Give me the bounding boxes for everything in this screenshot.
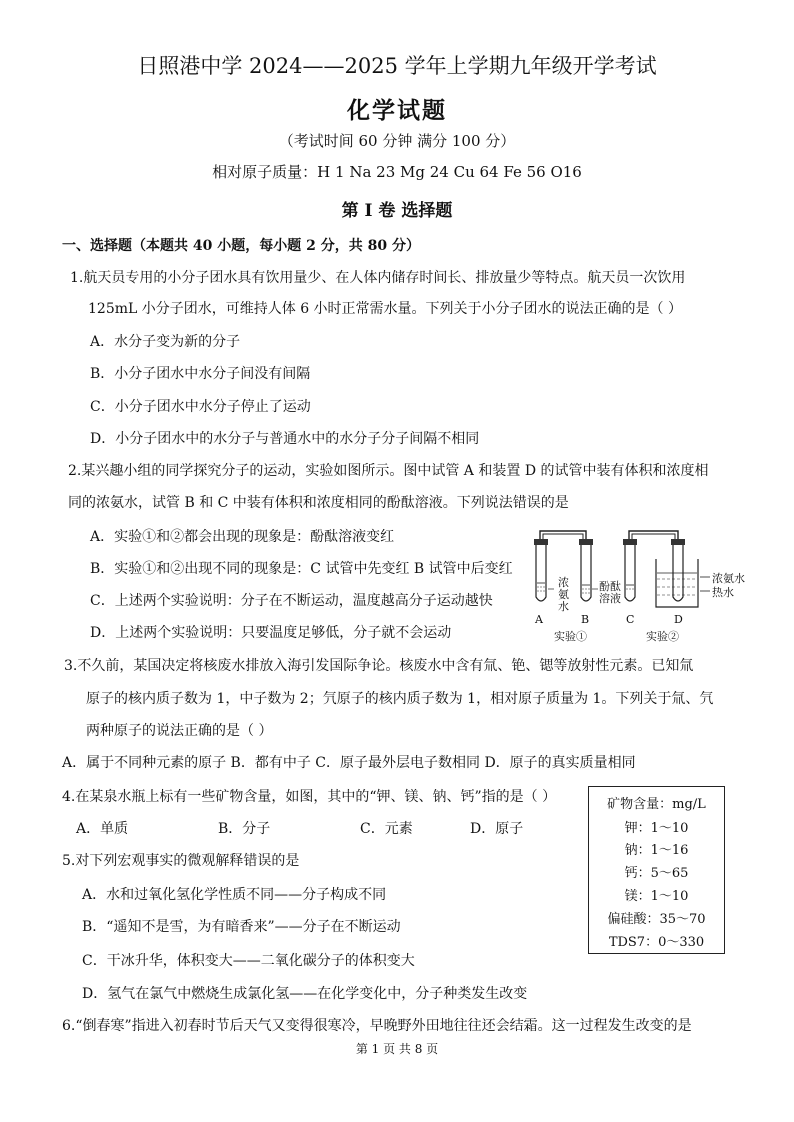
question-1-option-b: B．小分子团水中水分子间没有间隔 (90, 366, 311, 382)
exam-title: 日照港中学 2024——2025 学年上学期九年级开学考试 (137, 54, 657, 78)
stopper-b (579, 539, 593, 545)
question-3-line-1: 3.不久前，某国决定将核废水排放入海引发国际争论。核废水中含有氚、铯、锶等放射性元素。已知氚 (64, 658, 694, 674)
label-tube-a: A (535, 613, 543, 626)
mineral-row: TDS7：0～330 (608, 935, 705, 950)
caption-experiment-2: 实验② (646, 630, 679, 643)
label-phenolphthalein: 酚酞溶液 (599, 580, 621, 605)
question-5-option-c: C．干冰升华，体积变大——二氧化碳分子的体积变大 (82, 953, 415, 969)
subject-title: 化学试题 (347, 97, 447, 124)
mineral-row: 钠：1～16 (624, 843, 689, 858)
stopper-d (671, 539, 685, 545)
question-1-line-1: 1.航天员专用的小分子团水具有饮用量少、在人体内储存时间长、排放量少等特点。航天员一次饮用 (70, 270, 686, 286)
label-hot-water: 热水 (712, 586, 734, 599)
page-footer: 第 1 页 共 8 页 (355, 1042, 439, 1056)
beaker (656, 559, 698, 607)
question-6-line-1: 6.“倒春寒”指进入初春时节后天气又变得很寒冷，早晚野外田地往往还会结霜。这一过程发生改变的是 (62, 1018, 692, 1034)
mineral-content-label (588, 786, 725, 954)
mineral-title: 矿物含量：mg/L (607, 797, 706, 812)
tube-a (536, 545, 546, 601)
label-tube-b: B (581, 613, 590, 626)
tube-c (625, 545, 635, 601)
question-1-line-2: 125mL 小分子团水，可维持人体 6 小时正常需水量。下列关于小分子团水的说法正确的是（ ） (88, 301, 682, 317)
experiment-figure (528, 525, 748, 645)
question-5-option-b: B．“遥知不是雪，为有暗香来”——分子在不断运动 (82, 919, 401, 935)
question-3-options: A．属于不同种元素的原子 B．都有中子 C．原子最外层电子数相同 D．原子的真实质量相同 (62, 755, 636, 771)
label-tube-c: C (626, 613, 635, 626)
question-1-option-a: A．水分子变为新的分子 (90, 334, 241, 350)
label-ammonia-2: 浓氨水 (712, 572, 745, 585)
question-2-line-2: 同的浓氨水，试管 B 和 C 中装有体积和浓度相同的酚酞溶液。下列说法错误的是 (68, 495, 569, 511)
question-2-option-a: A．实验①和②都会出现的现象是：酚酞溶液变红 (90, 529, 395, 545)
mineral-row: 偏硅酸：35～70 (607, 912, 706, 927)
exam-info: （考试时间 60 分钟 满分 100 分） (278, 132, 516, 150)
question-5-option-a: A．水和过氧化氢化学性质不同——分子构成不同 (82, 887, 387, 903)
mineral-row: 钙：5～65 (624, 866, 689, 881)
mineral-row: 镁：1～10 (624, 889, 689, 904)
tube-b (581, 545, 591, 601)
question-1-option-c: C．小分子团水中水分子停止了运动 (90, 399, 311, 415)
question-5-line-1: 5.对下列宏观事实的微观解释错误的是 (62, 853, 300, 869)
question-2-option-d: D．上述两个实验说明：只要温度足够低，分子就不会运动 (90, 625, 452, 641)
section-heading: 一、选择题（本题共 40 小题，每小题 2 分，共 80 分） (62, 238, 420, 254)
question-4-line-1: 4.在某泉水瓶上标有一些矿物含量，如图，其中的“钾、镁、钠、钙”指的是（ ） (62, 789, 557, 805)
question-4-option-c: C．元素 (360, 821, 413, 837)
question-4-option-b: B．分子 (218, 821, 271, 837)
volume-heading: 第 I 卷 选择题 (341, 201, 453, 221)
caption-experiment-1: 实验① (554, 630, 587, 643)
question-2-line-1: 2.某兴趣小组的同学探究分子的运动，实验如图所示。图中试管 A 和装置 D 的试管中装有体积和浓度相 (68, 463, 709, 479)
question-5-option-d: D．氢气在氯气中燃烧生成氯化氢——在化学变化中，分子种类发生改变 (82, 986, 528, 1002)
stopper-a (534, 539, 548, 545)
atomic-masses: 相对原子质量：H 1 Na 23 Mg 24 Cu 64 Fe 56 O16 (212, 163, 582, 181)
mineral-row: 钾：1～10 (624, 821, 689, 836)
label-tube-d: D (674, 613, 683, 626)
stopper-c (623, 539, 637, 545)
question-4-option-a: A．单质 (76, 821, 129, 837)
connecting-tube-1-inner (543, 534, 583, 541)
question-3-line-2: 原子的核内质子数为 1，中子数为 2；氕原子的核内质子数为 1，相对原子质量为 1。下列关于氚、氕 (86, 691, 714, 707)
label-ammonia-1: 浓氨水 (558, 576, 569, 613)
question-2-option-b: B．实验①和②出现不同的现象是：C 试管中先变红 B 试管中后变红 (90, 561, 513, 577)
connecting-tube-2-inner (632, 534, 675, 541)
question-1-option-d: D．小分子团水中的水分子与普通水中的水分子分子间隔不相同 (90, 431, 480, 447)
question-3-line-3: 两种原子的说法正确的是（ ） (86, 723, 273, 739)
question-4-option-d: D．原子 (470, 821, 524, 837)
question-2-option-c: C．上述两个实验说明：分子在不断运动，温度越高分子运动越快 (90, 593, 493, 609)
